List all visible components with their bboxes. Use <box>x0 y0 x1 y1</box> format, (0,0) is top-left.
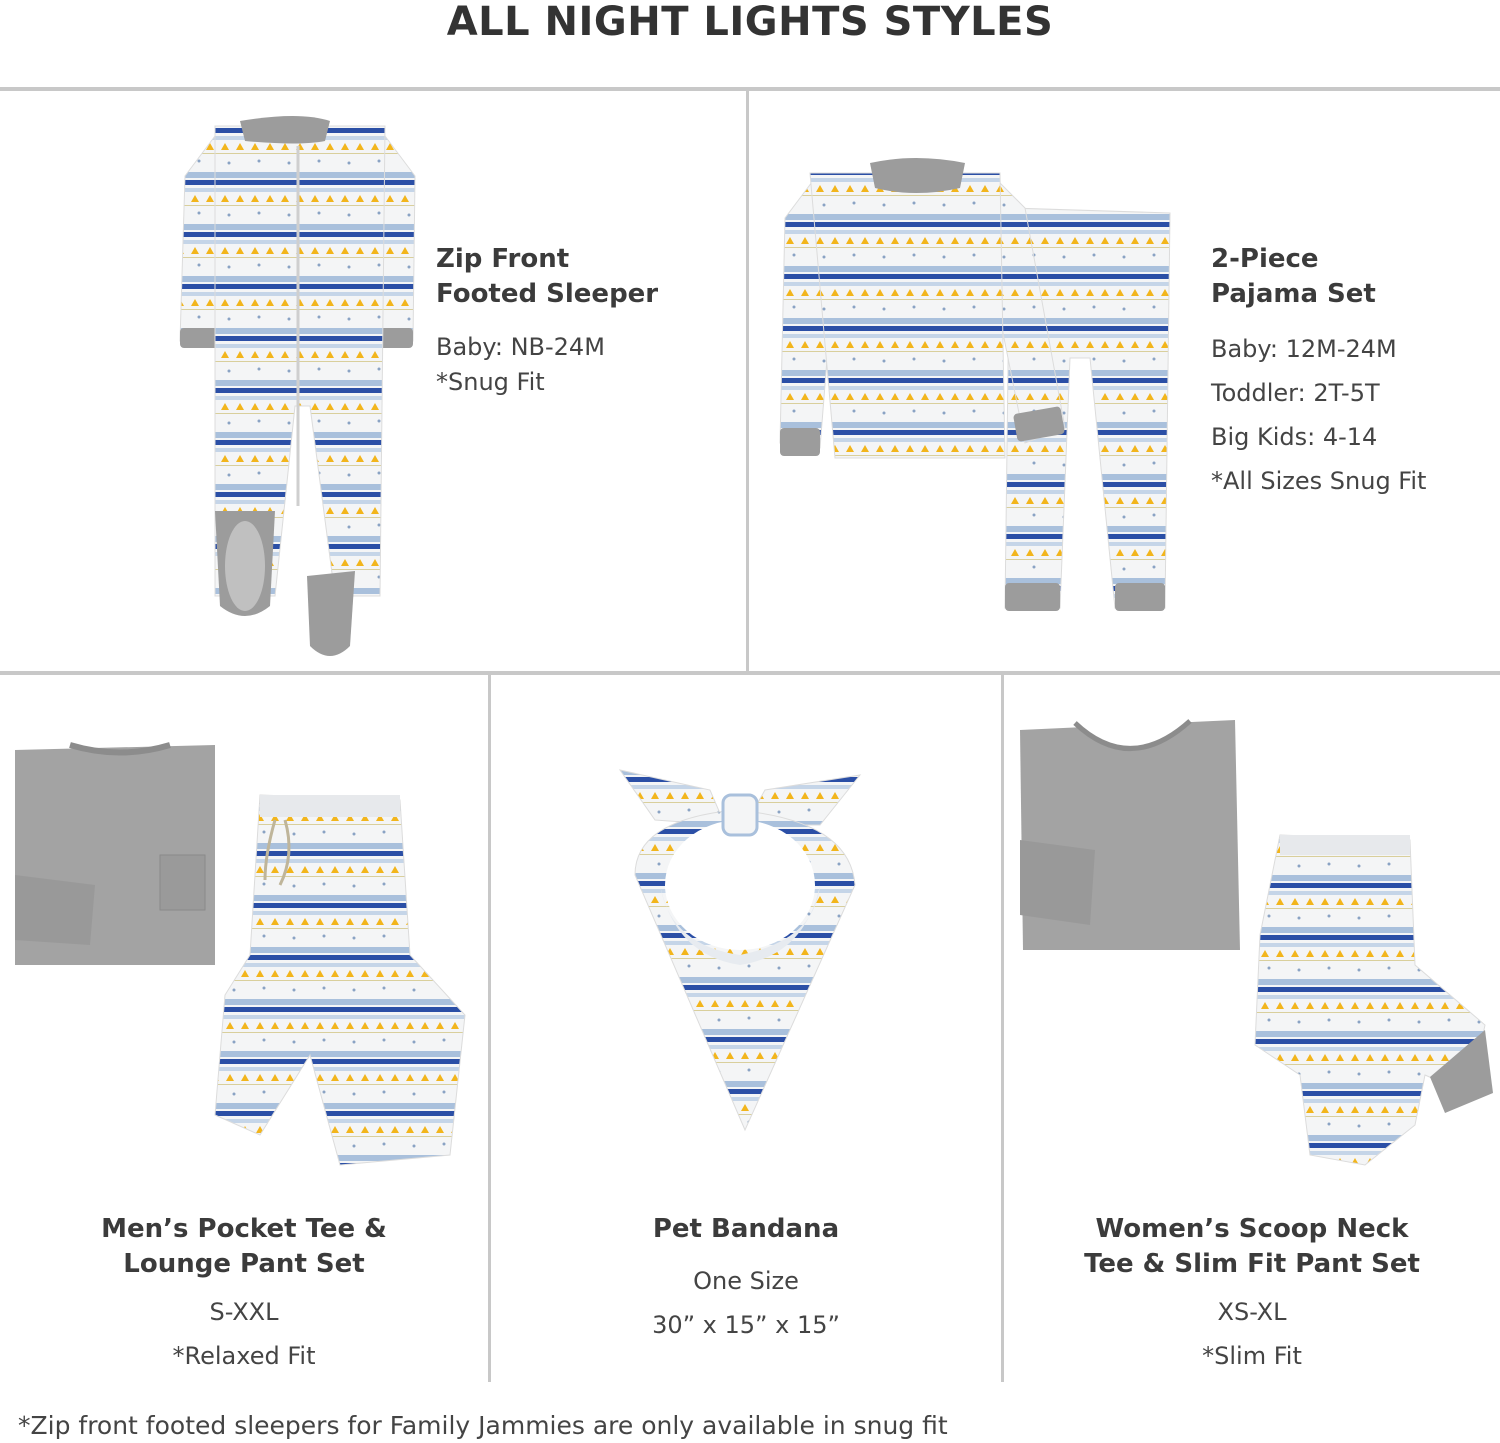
top-row-vertical-divider <box>746 91 749 671</box>
middle-divider <box>0 671 1500 675</box>
pajama-set-toddler-size: Toddler: 2T-5T <box>1211 379 1380 407</box>
top-divider <box>0 87 1500 91</box>
mens-set-caption <box>0 1212 488 1378</box>
pajama-set-baby-size: Baby: 12M-24M <box>1211 335 1397 363</box>
footnote: *Zip front footed sleepers for Family Jammies are only available in snug fit <box>18 1411 948 1440</box>
womens-tee-pant-icon <box>1015 715 1495 1170</box>
mens-set-size: S-XXL <box>209 1298 279 1326</box>
pajama-set-icon <box>780 158 1175 613</box>
womens-set-size: XS-XL <box>1217 1298 1287 1326</box>
womens-set-caption <box>1004 1212 1500 1378</box>
pet-bandana-dimensions: 30” x 15” x 15” <box>652 1311 840 1339</box>
pet-bandana-caption <box>491 1212 1001 1347</box>
footed-sleeper-icon <box>185 116 425 661</box>
zip-sleeper-size: Baby: NB-24M <box>436 333 605 361</box>
pajama-set-caption <box>1211 242 1491 503</box>
pajama-set-big-kids-size: Big Kids: 4-14 <box>1211 423 1378 451</box>
pet-bandana-size: One Size <box>693 1267 799 1295</box>
pet-bandana-icon <box>615 765 865 1135</box>
womens-set-fit: *Slim Fit <box>1202 1342 1302 1370</box>
mens-set-fit: *Relaxed Fit <box>172 1342 316 1370</box>
pajama-set-title-line-2: Pajama Set <box>1211 279 1376 309</box>
pajama-set-fit: *All Sizes Snug Fit <box>1211 467 1427 495</box>
pet-bandana-title: Pet Bandana <box>652 1214 840 1244</box>
zip-sleeper-title-line-1: Zip Front <box>436 244 570 274</box>
zip-sleeper-fit: *Snug Fit <box>436 368 545 396</box>
pajama-set-title-line-1: 2-Piece <box>1211 244 1319 274</box>
zip-sleeper-caption <box>436 242 726 400</box>
page-title: ALL NIGHT LIGHTS STYLES <box>446 0 1054 45</box>
mens-tee-pant-icon <box>10 735 470 1175</box>
mens-set-title-line-2: Lounge Pant Set <box>123 1249 365 1279</box>
mens-set-title-line-1: Men’s Pocket Tee & <box>101 1214 387 1244</box>
zip-sleeper-title-line-2: Footed Sleeper <box>436 279 659 309</box>
womens-set-title-line-1: Women’s Scoop Neck <box>1095 1214 1409 1244</box>
womens-set-title-line-2: Tee & Slim Fit Pant Set <box>1084 1249 1420 1279</box>
